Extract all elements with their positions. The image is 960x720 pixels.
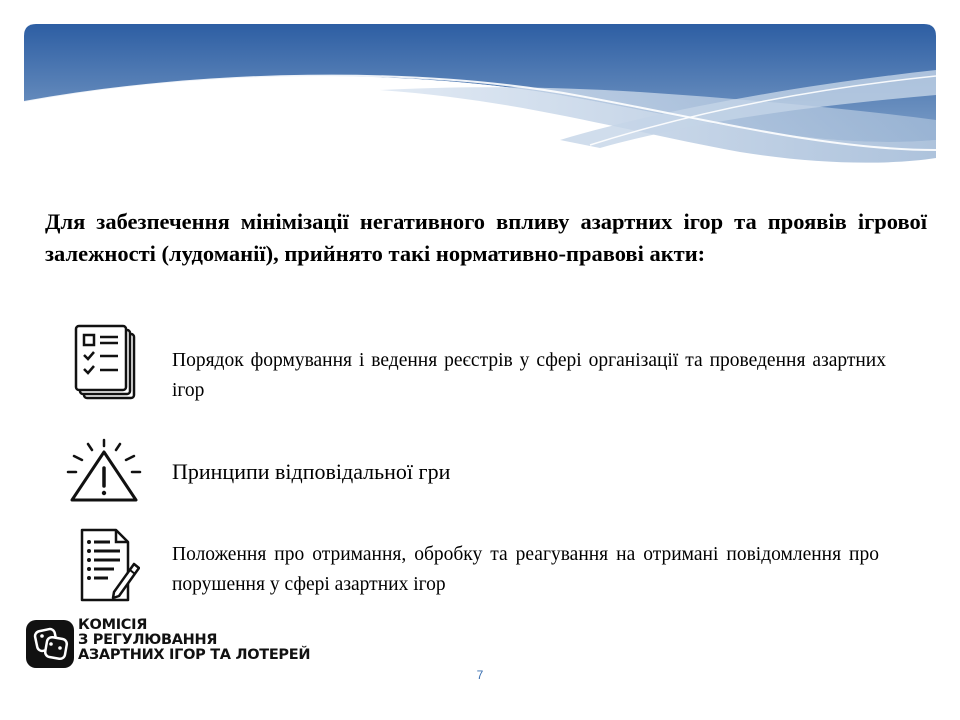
item-text-responsible-gaming: Принципи відповідальної гри (172, 459, 451, 484)
page-number: 7 (476, 668, 484, 682)
logo-line-1: КОМІСІЯ (78, 617, 148, 633)
document-with-pen-icon (80, 528, 140, 602)
item-text-violations-reports: Положення про отримання, обробку та реагування на отримані повідомлення про порушення у сфері азартних ігор (172, 544, 879, 595)
item-text-registers: Порядок формування і ведення реєстрів у сфері організації та проведення азартних ігор (172, 350, 886, 401)
dice-logo-icon (26, 620, 74, 668)
commission-logo (26, 618, 346, 670)
warning-triangle-icon (66, 438, 142, 504)
header-banner (0, 0, 960, 175)
logo-wordmark (78, 618, 310, 663)
logo-line-3: АЗАРТНИХ ІГОР ТА ЛОТЕРЕЙ (78, 647, 311, 663)
wave-decoration (0, 0, 960, 175)
checklist-document-icon (74, 324, 138, 402)
logo-line-2: З РЕГУЛЮВАННЯ (78, 632, 218, 648)
intro-paragraph: Для забезпечення мінімізації негативного впливу азартних ігор та проявів ігрової залежності (лудоманії), прийнято такі нормативно-правові акти: (45, 209, 927, 266)
